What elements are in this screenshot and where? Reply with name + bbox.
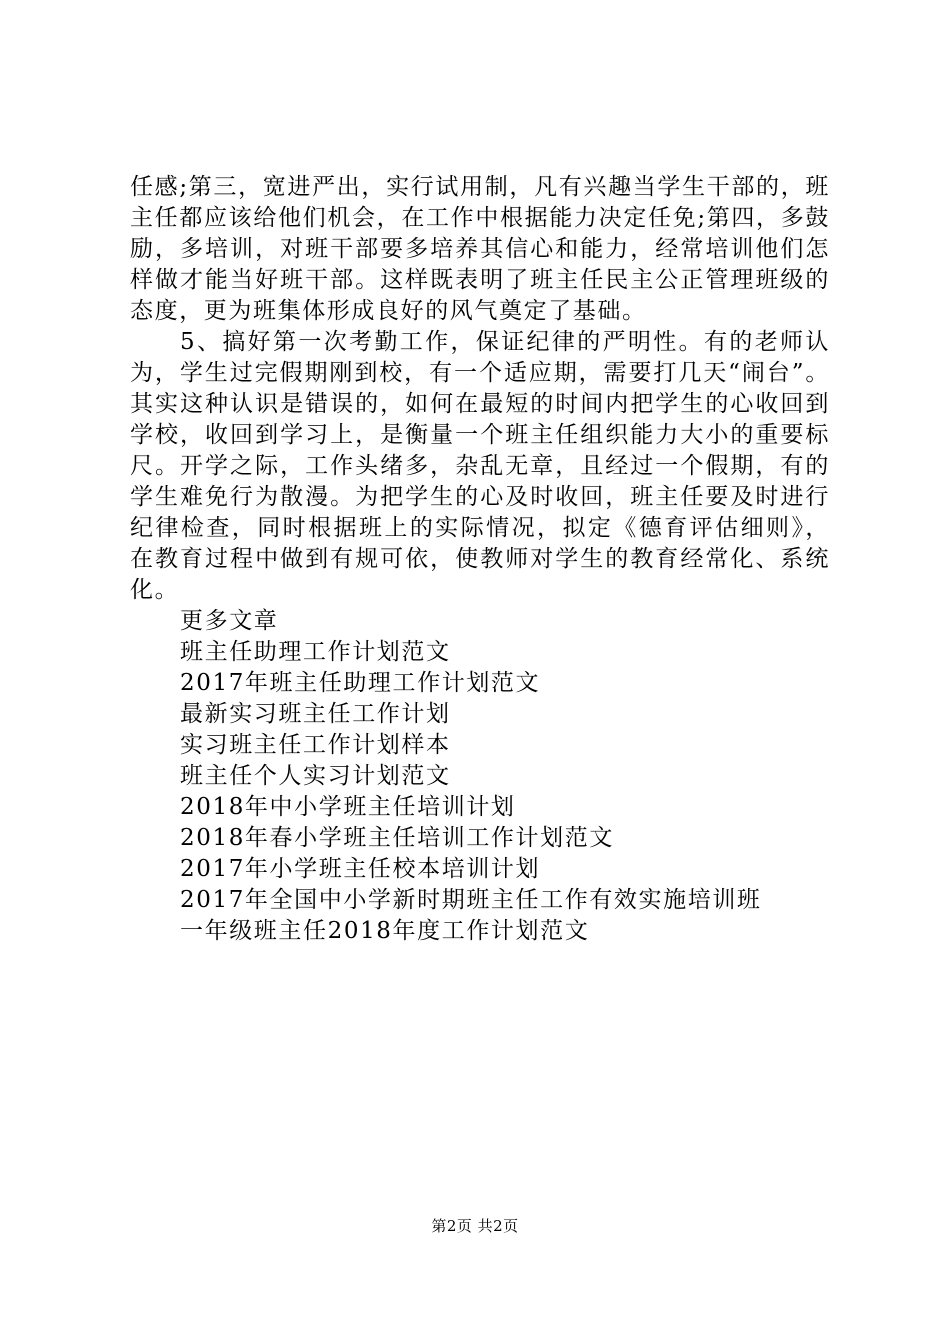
paragraph-attendance-discipline: 5、搞好第一次考勤工作，保证纪律的严明性。有的老师认为，学生过完假期刚到校，有一个适应期，需要打几天“闹台”。其实这种认识是错误的，如何在最短的时间内把学生的心收回到学校，收回到学习上，是衡量一个班主任组织能力大小的重要标尺。开学之际，工作头绪多，杂乱无章，且经过一个假期，有的学生难免行为散漫。为把学生的心及时收回，班主任要及时进行纪律检查，同时根据班上的实际情况，拟定《德育评估细则》，在教育过程中做到有规可依，使教师对学生的教育经常化、系统化。 bbox=[130, 329, 830, 603]
more-article-link[interactable]: 2017年班主任助理工作计划范文 bbox=[180, 670, 541, 696]
document-body bbox=[130, 172, 830, 947]
more-articles-heading: 更多文章 bbox=[180, 608, 279, 634]
more-article-link[interactable]: 班主任个人实习计划范文 bbox=[180, 763, 451, 789]
page-number-label: 第2页 共2页 bbox=[431, 1217, 519, 1235]
more-article-link[interactable]: 2017年全国中小学新时期班主任工作有效实施培训班 bbox=[180, 887, 762, 913]
more-article-link[interactable]: 2018年春小学班主任培训工作计划范文 bbox=[180, 825, 614, 851]
paragraph-class-cadre-selection: 任感;第三，宽进严出，实行试用制，凡有兴趣当学生干部的，班主任都应该给他们机会，在工作中根据能力决定任免;第四，多鼓励，多培训，对班干部要多培养其信心和能力，经常培训他们怎样做才能当好班干部。这样既表明了班主任民主公正管理班级的态度，更为班集体形成良好的风气奠定了基础。 bbox=[130, 174, 830, 324]
more-article-link[interactable]: 2017年小学班主任校本培训计划 bbox=[180, 856, 541, 882]
more-article-link[interactable]: 最新实习班主任工作计划 bbox=[180, 701, 451, 727]
page-footer bbox=[0, 1216, 950, 1236]
more-article-link[interactable]: 2018年中小学班主任培训计划 bbox=[180, 794, 516, 820]
more-article-link[interactable]: 班主任助理工作计划范文 bbox=[180, 639, 451, 665]
more-article-link[interactable]: 实习班主任工作计划样本 bbox=[180, 732, 451, 758]
more-articles-list bbox=[130, 637, 830, 947]
more-article-link[interactable]: 一年级班主任2018年度工作计划范文 bbox=[180, 918, 590, 944]
